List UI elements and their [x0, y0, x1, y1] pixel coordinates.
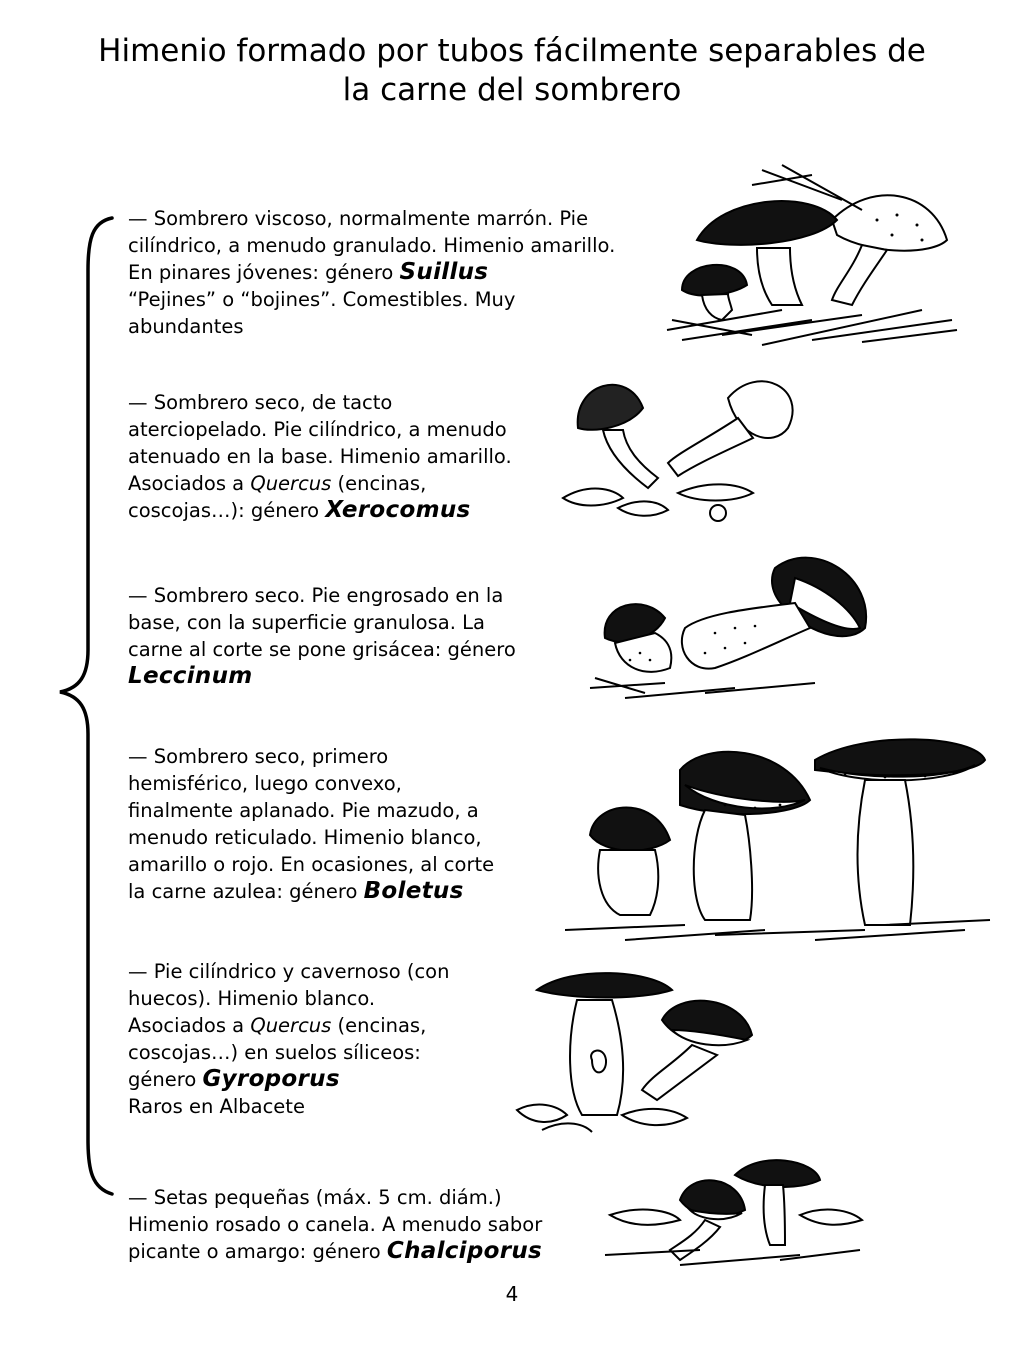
text-line: “Pejines” o “bojines”. Comestibles. Muy	[128, 288, 516, 311]
entry-xerocomus	[128, 389, 512, 524]
text-line: — Sombrero seco. Pie engrosado en la	[128, 584, 504, 607]
genus-name: Leccinum	[128, 663, 253, 689]
page-title	[60, 32, 964, 110]
text-line: — Pie cilíndrico y cavernoso (con	[128, 960, 450, 983]
grouping-brace	[52, 210, 122, 1200]
gyroporus-illustration	[512, 960, 762, 1140]
text-line: base, con la superficie granulosa. La	[128, 611, 485, 634]
title-line-1: Himenio formado por tubos fácilmente separables de	[98, 33, 926, 69]
text-line: — Sombrero seco, primero	[128, 745, 389, 768]
chalciporus-illustration	[600, 1155, 870, 1275]
entry-gyroporus	[128, 958, 449, 1120]
text-line: — Setas pequeñas (máx. 5 cm. diám.)	[128, 1186, 502, 1209]
xerocomus-illustration	[558, 368, 808, 528]
text-line: amarillo o rojo. En ocasiones, al corte	[128, 853, 495, 876]
entry-leccinum	[128, 582, 516, 690]
leccinum-illustration	[585, 548, 885, 708]
genus-name: Chalciporus	[386, 1238, 543, 1264]
text-line: atenuado en la base. Himenio amarillo.	[128, 445, 512, 468]
genus-name: Suillus	[399, 259, 489, 285]
association-line: Asociados a Quercus (encinas,	[128, 1014, 427, 1037]
suillus-illustration	[662, 160, 962, 350]
genus-name: Gyroporus	[202, 1066, 340, 1092]
text-line: hemisférico, luego convexo,	[128, 772, 402, 795]
entry-chalciporus	[128, 1184, 542, 1265]
entry-boletus	[128, 743, 494, 905]
page-number: 4	[505, 1282, 519, 1306]
text-line: carne al corte se pone grisácea: género	[128, 638, 516, 661]
text-line: finalmente aplanado. Pie mazudo, a	[128, 799, 479, 822]
text-line: Himenio rosado o canela. A menudo sabor	[128, 1213, 543, 1236]
text-line: — Sombrero seco, de tacto	[128, 391, 393, 414]
entry-suillus	[128, 205, 615, 340]
text-line: Raros en Albacete	[128, 1095, 305, 1118]
genus-name: Boletus	[363, 878, 464, 904]
title-line-2: la carne del sombrero	[342, 72, 682, 108]
genus-line: coscojas…): género Xerocomus	[128, 497, 471, 523]
text-line: menudo reticulado. Himenio blanco,	[128, 826, 482, 849]
text-line: abundantes	[128, 315, 244, 338]
genus-line: picante o amargo: género Chalciporus	[128, 1238, 543, 1264]
text-line: aterciopelado. Pie cilíndrico, a menudo	[128, 418, 507, 441]
text-line: coscojas…) en suelos síliceos:	[128, 1041, 421, 1064]
boletus-illustration	[565, 730, 995, 950]
genus-line: la carne azulea: género Boletus	[128, 878, 464, 904]
text-line: huecos). Himenio blanco.	[128, 987, 376, 1010]
genus-line	[128, 663, 516, 690]
text-line: cilíndrico, a menudo granulado. Himenio amarillo.	[128, 234, 616, 257]
genus-name: Xerocomus	[325, 497, 471, 523]
text-line: — Sombrero viscoso, normalmente marrón. Pie	[128, 207, 589, 230]
genus-line: En pinares jóvenes: género Suillus	[128, 259, 489, 285]
genus-line: género Gyroporus	[128, 1066, 340, 1092]
association-line: Asociados a Quercus (encinas,	[128, 472, 427, 495]
